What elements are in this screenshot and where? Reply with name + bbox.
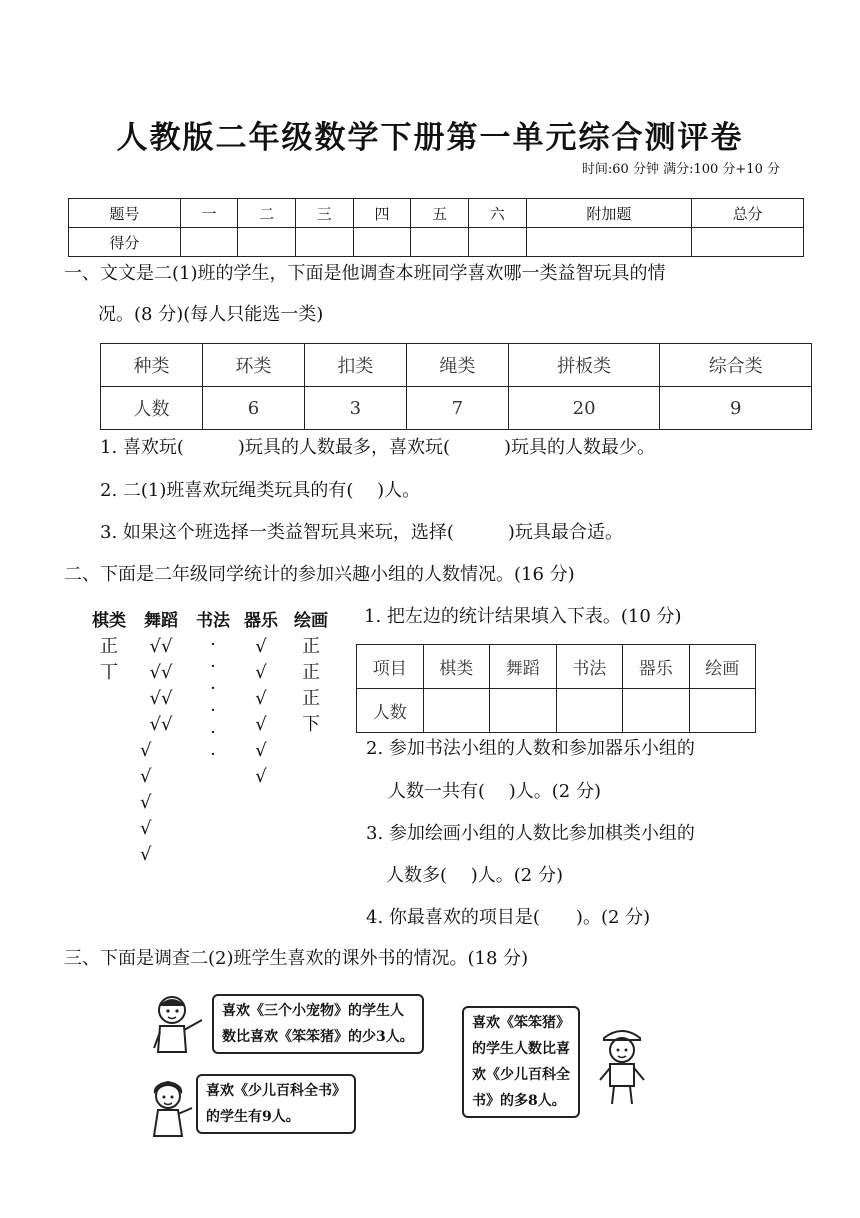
answer-blank[interactable] (490, 689, 557, 733)
toy-cell: 综合类 (660, 344, 812, 387)
score-cell: 三 (295, 199, 353, 228)
toy-cell: 扣类 (304, 344, 406, 387)
score-blank[interactable] (411, 228, 469, 257)
toy-cell: 人数 (101, 387, 203, 430)
girl-illustration (146, 1076, 196, 1142)
toy-cell: 环类 (202, 344, 304, 387)
bubble-line: 欢《少儿百科全 (472, 1067, 570, 1083)
tally-dance (134, 608, 188, 868)
bubble-line: 喜欢《三个小宠物》的学生人 (222, 1003, 404, 1019)
score-blank[interactable] (295, 228, 353, 257)
score-row-label: 得分 (69, 228, 181, 257)
q2-heading: 二、下面是二年级同学统计的参加兴趣小组的人数情况。(16 分) (64, 564, 575, 585)
tally-mark: √ (140, 792, 152, 813)
q1-sub2: 2. 二(1)班喜欢玩绳类玩具的有( )人。 (100, 480, 421, 501)
score-header-row (69, 199, 804, 228)
score-blank[interactable] (238, 228, 296, 257)
toy-cell: 种类 (101, 344, 203, 387)
q2-sub2-line2: 人数一共有( )人。(2 分) (388, 781, 601, 802)
q2-sub3-line2: 人数多( )人。(2 分) (386, 865, 563, 886)
tally-mark: √ (140, 844, 152, 865)
bubble-line: 喜欢《笨笨猪》 (472, 1015, 570, 1031)
tally-mark: √√ (149, 636, 173, 657)
answer-blank[interactable] (423, 689, 490, 733)
score-blank[interactable] (468, 228, 526, 257)
tally-mark: √ (255, 766, 267, 787)
toy-header-row (101, 344, 812, 387)
tally-mark: · (210, 700, 216, 721)
tally-mark: · (210, 678, 216, 699)
tally-mark: 正 (100, 636, 118, 657)
group-cell: 器乐 (623, 645, 690, 689)
toy-cell: 3 (304, 387, 406, 430)
tally-name: 舞蹈 (144, 611, 178, 631)
group-cell: 绘画 (689, 645, 756, 689)
score-cell: 一 (180, 199, 238, 228)
bubble-line: 喜欢《少儿百科全书》 (206, 1083, 346, 1099)
group-count-row (357, 689, 756, 733)
toy-cell: 7 (406, 387, 508, 430)
tally-mark: √ (255, 662, 267, 683)
toy-cell: 9 (660, 387, 812, 430)
tally-mark: 下 (302, 714, 320, 735)
group-cell: 舞蹈 (490, 645, 557, 689)
tally-mark: 丅 (100, 662, 118, 683)
tally-mark: √√ (149, 714, 173, 735)
q1-heading-line2: 况。(8 分)(每人只能选一类) (98, 304, 324, 325)
toy-table (100, 343, 812, 430)
score-cell: 总分 (692, 199, 804, 228)
answer-blank[interactable] (556, 689, 623, 733)
group-cell: 棋类 (423, 645, 490, 689)
bubble-line: 数比喜欢《笨笨猪》的少3人。 (222, 1029, 414, 1045)
q3-heading: 三、下面是调查二(2)班学生喜欢的课外书的情况。(18 分) (64, 948, 529, 969)
tally-mark: √ (255, 714, 267, 735)
tally-name: 棋类 (92, 611, 126, 631)
tally-name: 绘画 (294, 611, 328, 631)
group-header-row (357, 645, 756, 689)
toy-cell: 6 (202, 387, 304, 430)
score-blank[interactable] (526, 228, 692, 257)
tally-mark: √ (140, 740, 152, 761)
score-cell: 二 (238, 199, 296, 228)
score-cell: 五 (411, 199, 469, 228)
toy-cell: 拼板类 (508, 344, 660, 387)
tally-mark: · (210, 634, 216, 655)
score-blank[interactable] (353, 228, 411, 257)
bubble-line: 书》的多8人。 (472, 1093, 566, 1109)
score-cell: 四 (353, 199, 411, 228)
bubble-line: 的学生人数比喜 (472, 1041, 570, 1057)
tally-instrument (238, 608, 284, 790)
tally-mark: √√ (149, 662, 173, 683)
toy-count-row (101, 387, 812, 430)
score-cell: 附加题 (526, 199, 692, 228)
group-row-label: 人数 (357, 689, 424, 733)
score-input-row (69, 228, 804, 257)
q2-sub3-line1: 3. 参加绘画小组的人数比参加棋类小组的 (366, 823, 695, 844)
bubble-line: 的学生有9人。 (206, 1109, 300, 1125)
q2-sub2-line1: 2. 参加书法小组的人数和参加器乐小组的 (366, 738, 695, 759)
tally-mark: √√ (149, 688, 173, 709)
tally-name: 书法 (196, 611, 230, 631)
tally-mark: · (210, 656, 216, 677)
group-cell: 项目 (357, 645, 424, 689)
q1-sub3: 3. 如果这个班选择一类益智玩具来玩，选择( )玩具最合适。 (100, 522, 623, 543)
score-blank[interactable] (692, 228, 804, 257)
answer-blank[interactable] (689, 689, 756, 733)
score-table (68, 198, 804, 257)
tally-name: 器乐 (244, 611, 278, 631)
tally-mark: 正 (302, 662, 320, 683)
group-cell: 书法 (556, 645, 623, 689)
speech-bubble-1 (212, 994, 424, 1054)
toy-cell: 20 (508, 387, 660, 430)
speech-bubble-2 (196, 1074, 356, 1134)
tally-mark: √ (140, 818, 152, 839)
tally-mark: √ (255, 740, 267, 761)
tally-mark: · (210, 722, 216, 743)
exam-meta: 时间:60 分钟 满分:100 分+10 分 (581, 162, 780, 177)
score-cell: 六 (468, 199, 526, 228)
toy-cell: 绳类 (406, 344, 508, 387)
group-table (356, 644, 756, 733)
score-cell: 题号 (69, 199, 181, 228)
answer-blank[interactable] (623, 689, 690, 733)
score-blank[interactable] (180, 228, 238, 257)
speech-bubble-3 (462, 1006, 580, 1118)
tally-mark: · (210, 744, 216, 765)
tally-chess (86, 608, 132, 686)
q2-sub1: 1. 把左边的统计结果填入下表。(10 分) (364, 606, 682, 627)
q1-sub1: 1. 喜欢玩( )玩具的人数最多，喜欢玩( )玩具的人数最少。 (100, 437, 655, 458)
q2-sub4: 4. 你最喜欢的项目是( )。(2 分) (366, 907, 651, 928)
tally-mark: √ (255, 636, 267, 657)
boy-illustration (146, 992, 208, 1058)
tally-mark: 正 (302, 636, 320, 657)
tally-painting (288, 608, 334, 738)
tally-mark: √ (140, 766, 152, 787)
tally-calligraphy (190, 608, 236, 766)
tally-mark: 正 (302, 688, 320, 709)
q1-heading-line1: 一、文文是二(1)班的学生，下面是他调查本班同学喜欢哪一类益智玩具的情 (64, 263, 666, 284)
tally-mark: √ (255, 688, 267, 709)
page-title: 人教版二年级数学下册第一单元综合测评卷 (116, 120, 744, 156)
boy-with-cap-illustration (596, 1024, 648, 1106)
